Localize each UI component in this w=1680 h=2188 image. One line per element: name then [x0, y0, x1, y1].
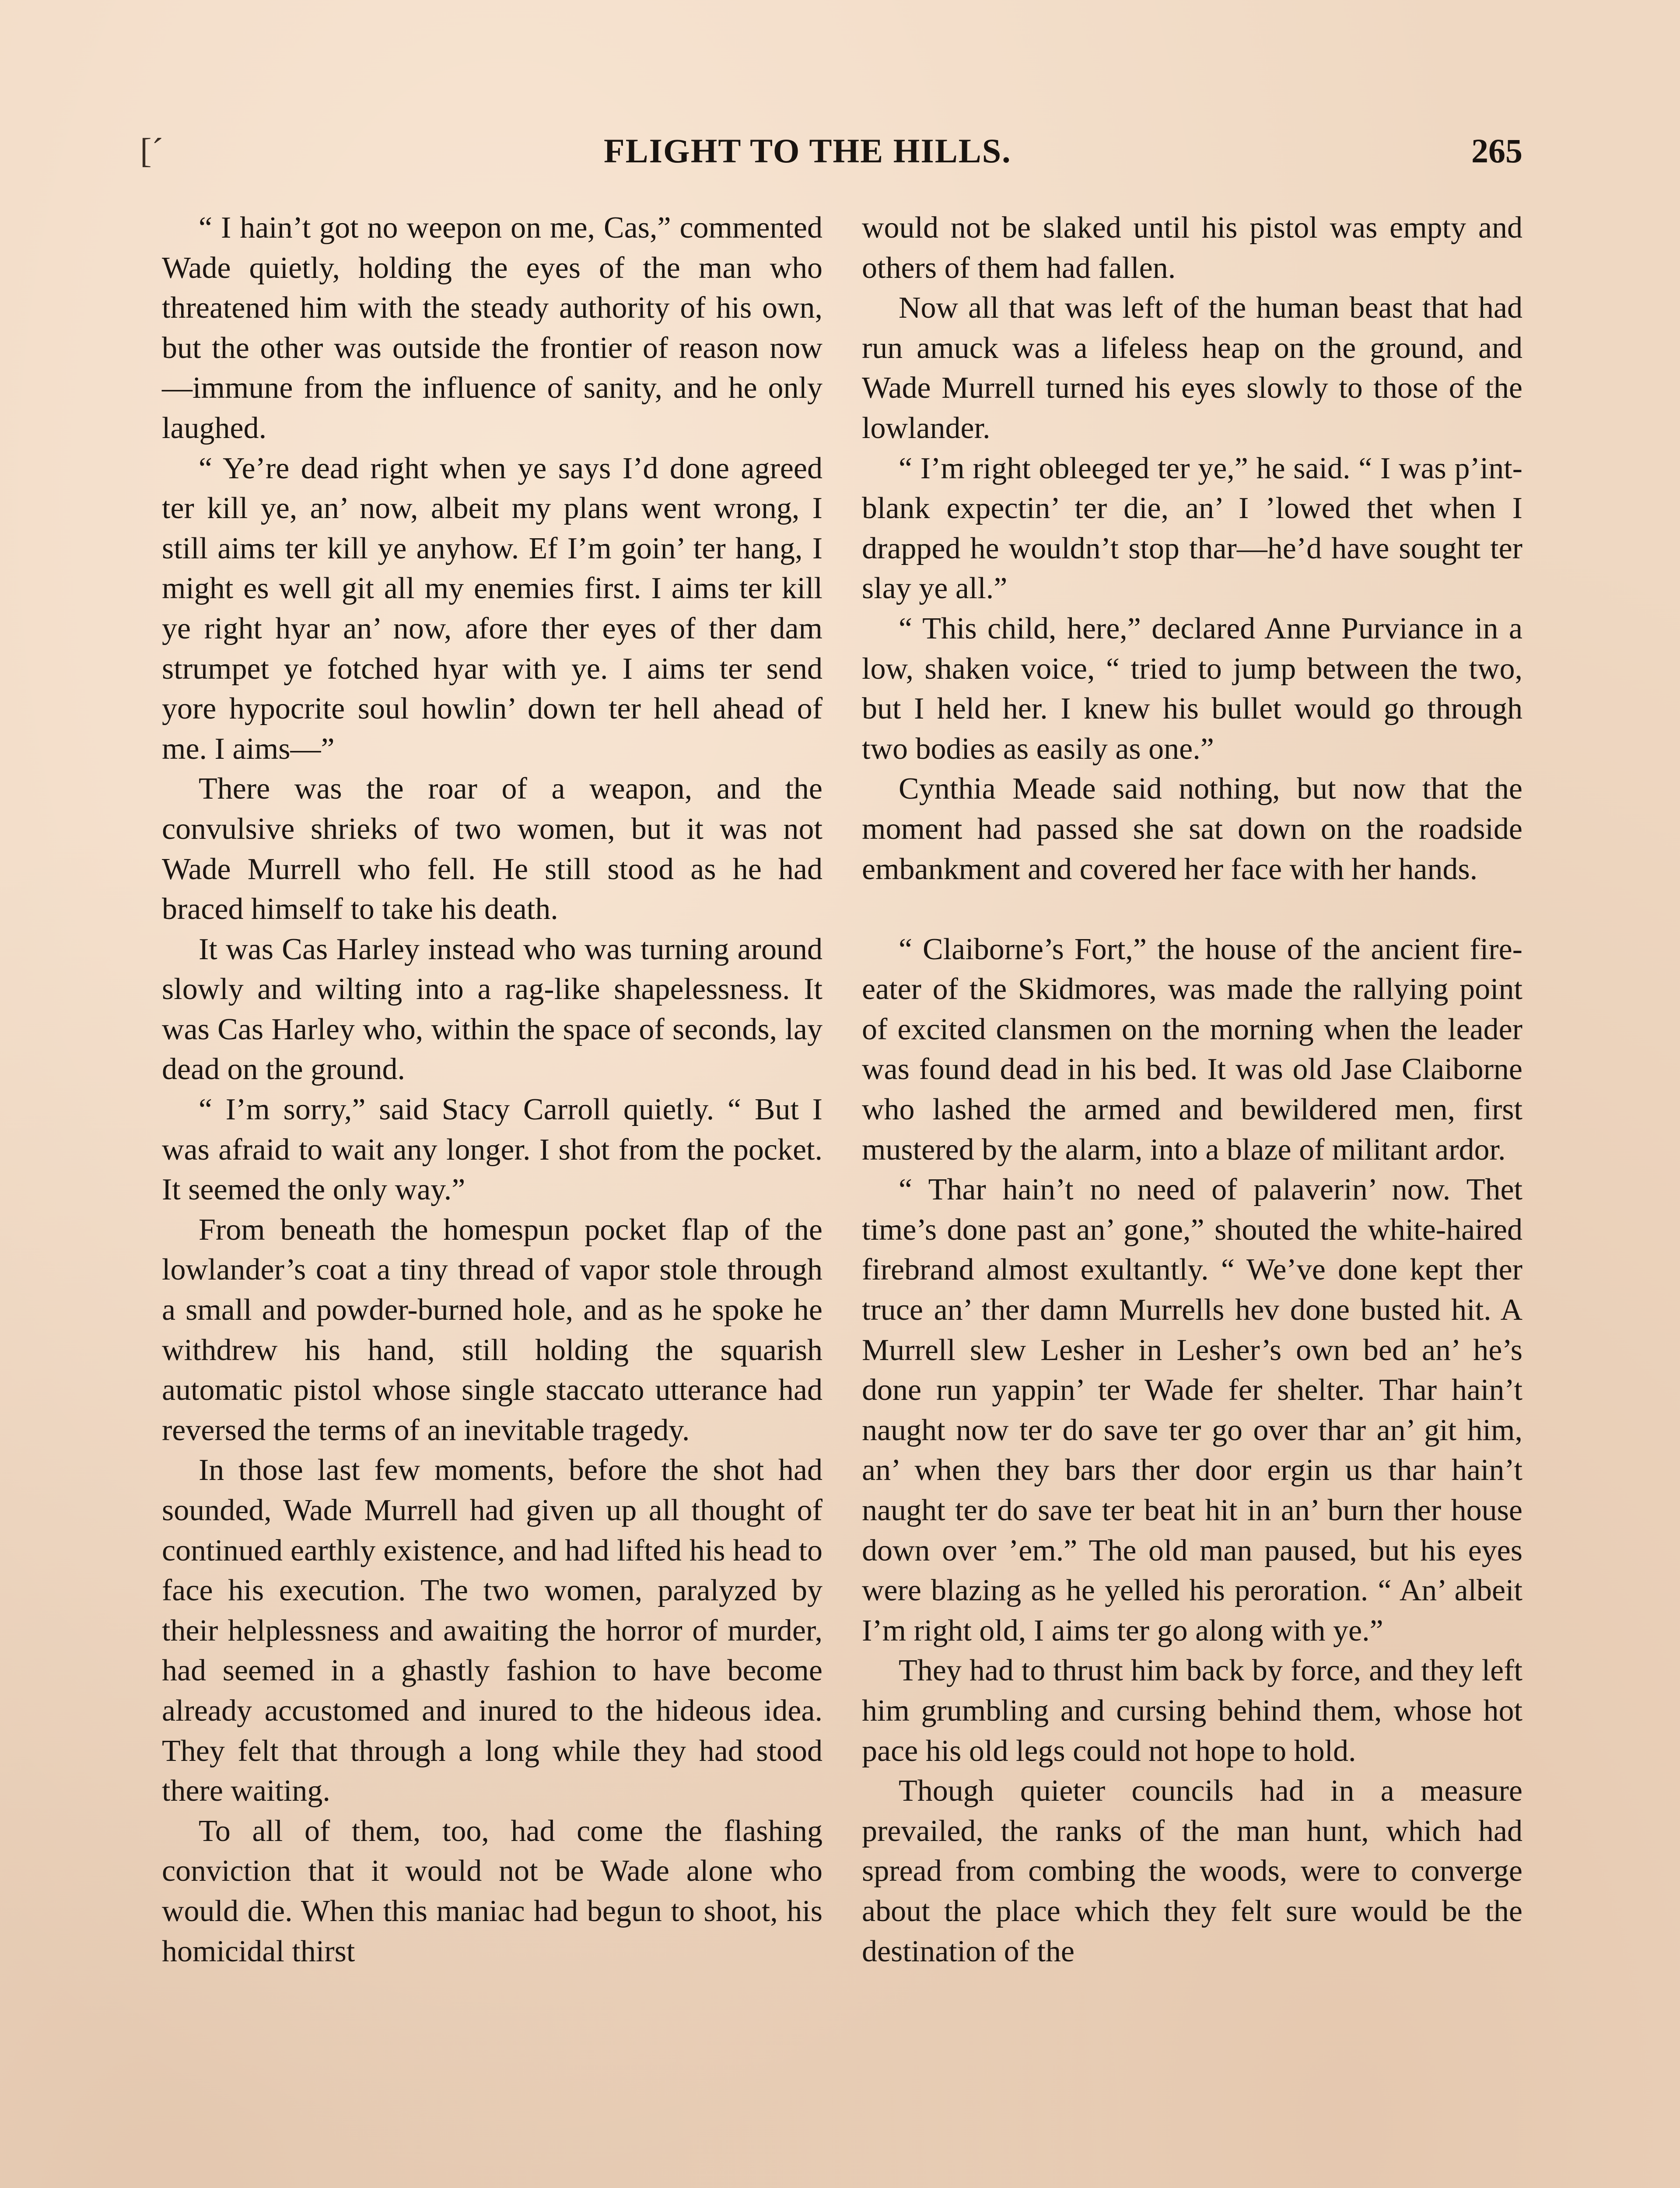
- paragraph: “ Thar hain’t no need of palaverin’ now. Thet time’s done past an’ gone,” shouted the white-haired firebrand almost exultantly. “ We’ve done kept ther truce an’ ther damn Murrells hev done busted hit. A Murrell slew Lesher in Lesher’s own bed an’ he’s done run yappin’ ter Wade fer shelter. Thar hain’t naught now ter do save ter go over thar an’ git him, an’ when they bars ther door ergin us thar hain’t naught ter do save ter beat hit in an’ burn ther house down over ’em.” The old man paused, but his eyes were blazing as he yelled his peroration. “ An’ albeit I’m right old, I aims ter go along with ye.”: [862, 1173, 1522, 1648]
- left-column: [162, 208, 822, 1971]
- paragraph: “ This child, here,” declared Anne Purviance in a low, shaken voice, “ tried to jump between the two, but I held her. I knew his bullet would go through two bodies as easily as one.”: [862, 611, 1522, 766]
- right-column: [862, 208, 1522, 1971]
- paragraph: Now all that was left of the human beast that had run amuck was a lifeless heap on the ground, and Wade Murrell turned his eyes slowly to those of the lowlander.: [862, 291, 1522, 445]
- paragraph: “ I’m sorry,” said Stacy Carroll quietly. “ But I was afraid to wait any longer. I shot from the pocket. It seemed the only way.”: [162, 1093, 822, 1207]
- paragraph: “ Ye’re dead right when ye says I’d done agreed ter kill ye, an’ now, albeit my plans went wrong, I still aims ter kill ye anyhow. Ef I’m goin’ ter hang, I might es well git all my enemies first. I aims ter kill ye right hyar an’ now, afore ther eyes of ther dam strumpet ye fotched hyar with ye. I aims ter send yore hypocrite soul howlin’ down ter hell ahead of me. I aims—”: [162, 451, 822, 766]
- paragraph: “ I hain’t got no weepon on me, Cas,” commented Wade quietly, holding the eyes of the man who threatened him with the steady authority of his own, but the other was outside the frontier of reason now—immune from the influence of sanity, and he only laughed.: [162, 211, 822, 445]
- paragraph: From beneath the homespun pocket flap of the lowlander’s coat a tiny thread of vapor stole through a small and powder-burned hole, and as he spoke he withdrew his hand, still holding the squarish automatic pistol whose single staccato utterance had reversed the terms of an inevitable tragedy.: [162, 1213, 822, 1447]
- paragraph: would not be slaked until his pistol was empty and others of them had fallen.: [862, 211, 1522, 285]
- paragraph: Cynthia Meade said nothing, but now that the moment had passed she sat down on the roadside embankment and covered her face with her hands.: [862, 772, 1522, 886]
- paragraph: It was Cas Harley instead who was turning around slowly and wilting into a rag-like shapelessness. It was Cas Harley who, within the space of seconds, lay dead on the ground.: [162, 932, 822, 1087]
- paragraph: They had to thrust him back by force, and they left him grumbling and cursing behind them, whose hot pace his old legs could not hope to hold.: [862, 1654, 1522, 1768]
- paragraph: “ Claiborne’s Fort,” the house of the ancient fire-eater of the Skidmores, was made the rallying point of excited clansmen on the morning when the leader was found dead in his bed. It was old Jase Claiborne who lashed the armed and bewildered men, first mustered by the alarm, into a blaze of militant ardor.: [862, 932, 1522, 1167]
- corner-mark: [ˊ: [140, 132, 164, 170]
- page-header: [158, 131, 1522, 179]
- page-number: 265: [1471, 132, 1522, 170]
- text-columns: [162, 208, 1522, 2188]
- running-title: FLIGHT TO THE HILLS.: [604, 132, 1012, 170]
- paragraph: “ I’m right obleeged ter ye,” he said. “ I was p’int-blank expectin’ ter die, an’ I ’lowed thet when I drapped he wouldn’t stop thar—he’d have sought ter slay ye all.”: [862, 451, 1522, 606]
- paragraph: Though quieter councils had in a measure prevailed, the ranks of the man hunt, which had spread from combing the woods, were to converge about the place which they felt sure would be the destination of the: [862, 1774, 1522, 1968]
- paragraph: There was the roar of a weapon, and the convulsive shrieks of two women, but it was not Wade Murrell who fell. He still stood as he had braced himself to take his death.: [162, 772, 822, 926]
- paragraph: To all of them, too, had come the flashing conviction that it would not be Wade alone who would die. When this maniac had begun to shoot, his homicidal thirst: [162, 1814, 822, 1968]
- paragraph: In those last few moments, before the shot had sounded, Wade Murrell had given up all thought of continued earthly existence, and had lifted his head to face his execution. The two women, paralyzed by their helplessness and awaiting the horror of murder, had seemed in a ghastly fashion to have become already accustomed and inured to the hideous idea. They felt that through a long while they had stood there waiting.: [162, 1453, 822, 1808]
